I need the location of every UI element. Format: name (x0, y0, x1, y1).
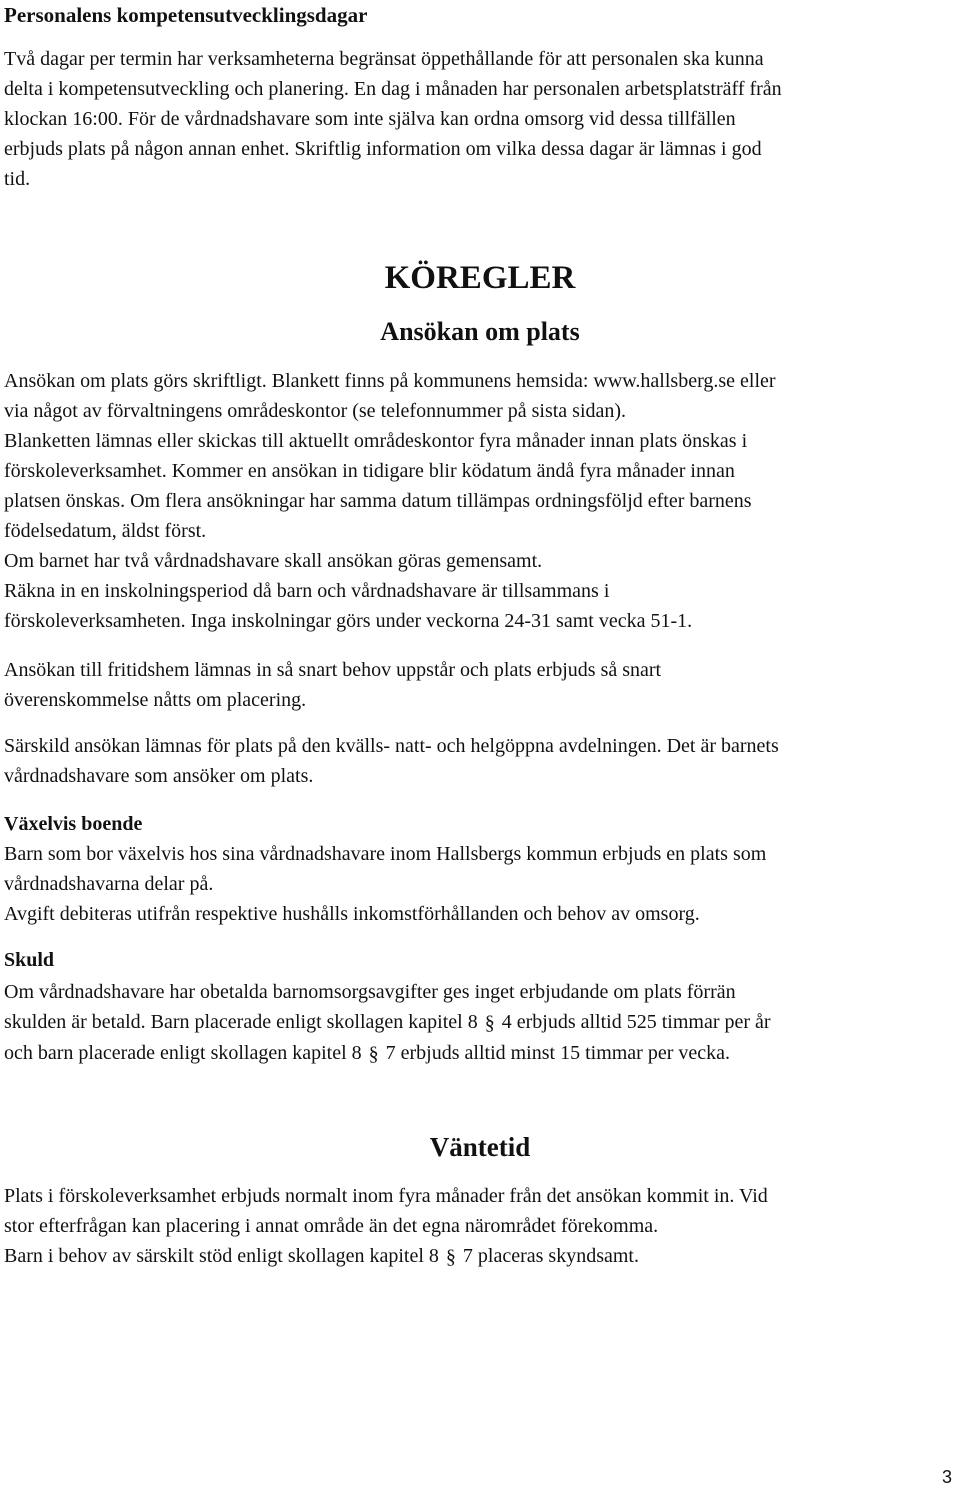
text-segment: skulden är betald. Barn placerade enligt skollagen kapitel 8 (4, 1011, 478, 1033)
text-line: Särskild ansökan lämnas för plats på den kvälls- natt- och helgöppna avdelningen. Det är barnets (4, 735, 779, 757)
text-line: Blanketten lämnas eller skickas till aktuellt områdeskontor fyra månader innan plats önskas i (4, 430, 748, 452)
text-line (4, 1007, 956, 1038)
text-line: förskoleverksamhet. Kommer en ansökan in tidigare blir ködatum ändå fyra månader innan (4, 460, 735, 482)
text-line: stor efterfrågan kan placering i annat område än det egna närområdet förekomma. (4, 1215, 659, 1237)
application-subtitle: Ansökan om plats (380, 317, 580, 346)
koregler-title: KÖREGLER (384, 260, 576, 296)
text-line: överenskommelse nåtts om placering. (4, 689, 307, 711)
section-sign: § (445, 1246, 456, 1268)
text-line: Ansökan till fritidshem lämnas in så snart behov uppstår och plats erbjuds så snart (4, 659, 662, 681)
text-line: Avgift debiteras utifrån respektive hushålls inkomstförhållanden och behov av omsorg. (4, 903, 700, 925)
alternating-residence-paragraph (4, 839, 956, 929)
text-segment: Barn i behov av särskilt stöd enligt skollagen kapitel 8 (4, 1245, 439, 1267)
text-line: Räkna in en inskolningsperiod då barn och vårdnadshavare är tillsammans i (4, 580, 610, 602)
competence-days-paragraph (4, 44, 956, 194)
section-sign: § (368, 1043, 379, 1065)
text-line: Om barnet har två vårdnadshavare skall ansökan göras gemensamt. (4, 550, 543, 572)
text-line (4, 1241, 956, 1272)
text-line: Två dagar per termin har verksamheterna begränsat öppethållande för att personalen ska kunna (4, 48, 764, 70)
waiting-time-paragraph (4, 1181, 956, 1272)
section-sign: § (484, 1012, 495, 1034)
text-line: vårdnadshavarna delar på. (4, 873, 214, 895)
page-number: 3 (941, 1467, 952, 1487)
text-line: Om vårdnadshavare har obetalda barnomsorgsavgifter ges inget erbjudande om plats förrän (4, 981, 736, 1003)
after-school-paragraph (4, 655, 956, 715)
text-line: födelsedatum, äldst först. (4, 520, 207, 542)
special-application-paragraph (4, 731, 956, 791)
section-heading-competence-days: Personalens kompetensutvecklingsdagar (4, 3, 368, 27)
text-line: förskoleverksamheten. Inga inskolningar görs under veckorna 24-31 samt vecka 51-1. (4, 610, 693, 632)
text-segment: och barn placerade enligt skollagen kapitel 8 (4, 1042, 362, 1064)
application-paragraph (4, 366, 956, 636)
text-line (4, 1038, 956, 1069)
text-line: delta i kompetensutveckling och planering. En dag i månaden har personalen arbetsplatsträff från (4, 78, 782, 100)
text-segment: 4 erbjuds alltid 525 timmar per år (501, 1011, 771, 1033)
waiting-time-title: Väntetid (429, 1132, 531, 1162)
text-line: Barn som bor växelvis hos sina vårdnadshavare inom Hallsbergs kommun erbjuds en plats som (4, 843, 767, 865)
debt-heading: Skuld (4, 949, 55, 971)
alternating-residence-heading: Växelvis boende (4, 813, 143, 835)
text-line: Ansökan om plats görs skriftligt. Blankett finns på kommunens hemsida: www.hallsberg.se eller (4, 370, 776, 392)
text-line: via något av förvaltningens områdeskontor (se telefonnummer på sista sidan). (4, 400, 627, 422)
text-segment: 7 placeras skyndsamt. (462, 1245, 639, 1267)
text-line: tid. (4, 168, 31, 190)
text-line: platsen önskas. Om flera ansökningar har samma datum tillämpas ordningsföljd efter barnens (4, 490, 752, 512)
text-line: Plats i förskoleverksamhet erbjuds normalt inom fyra månader från det ansökan kommit in. Vid (4, 1185, 768, 1207)
text-line: vårdnadshavare som ansöker om plats. (4, 765, 314, 787)
text-segment: 7 erbjuds alltid minst 15 timmar per vecka. (385, 1042, 731, 1064)
text-line: erbjuds plats på någon annan enhet. Skriftlig information om vilka dessa dagar är lämnas i god (4, 138, 762, 160)
debt-paragraph (4, 977, 956, 1069)
text-line: klockan 16:00. För de vårdnadshavare som inte själva kan ordna omsorg vid dessa tillfällen (4, 108, 736, 130)
